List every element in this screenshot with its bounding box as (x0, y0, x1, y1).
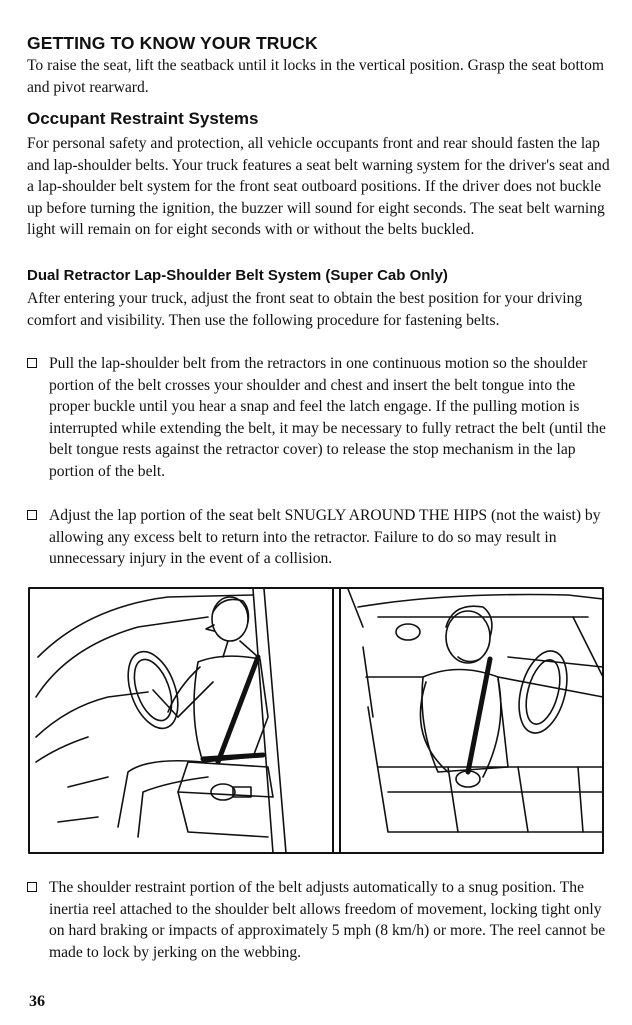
bullet-item (27, 877, 612, 987)
subsection-title: Dual Retractor Lap-Shoulder Belt System (Super Cab Only) (27, 267, 448, 284)
checkbox-square-icon (27, 882, 37, 892)
section-title: Occupant Restraint Systems (27, 109, 259, 128)
bullet-text: Pull the lap-shoulder belt from the retractors in one continuous motion so the shoulder portion of the belt crosses your shoulder and chest and insert the belt tongue into the proper buckle until you hear a snap and feel the latch engage. If the pulling motion is interrupted while extending the belt, it may be necessary to fully retract the belt (until the belt tongue rests against the retractor cover) to release the stop mechanism in the lap portion of the belt. (49, 355, 606, 480)
section-paragraph: For personal safety and protection, all vehicle occupants front and rear should fasten the lap and lap-shoulder belts. Your truck features a seat belt warning system for the driver's seat and a lap-shoulder belt system for the front seat outboard positions. If the driver does not buckle up before turning the ignition, the buzzer will sound for eight seconds. The seat belt warning light will remain on for eight seconds with or without the belts buckled. (27, 135, 610, 238)
bullet-text: Adjust the lap portion of the seat belt SNUGLY AROUND THE HIPS (not the waist) by allowing any excess belt to return into the retractor. Failure to do so may result in unnecessary injury in the event of a collision. (49, 507, 601, 567)
seatbelt-illustration (28, 587, 604, 854)
page-number: 36 (29, 993, 45, 1010)
bullet-text: The shoulder restraint portion of the belt adjusts automatically to a snug position. The inertia reel attached to the shoulder belt allows freedom of movement, locking tight only on hard braking or impacts of approximately 5 mph (8 km/h) or more. The reel cannot be made to lock by jerking on the webbing. (49, 879, 606, 961)
intro-paragraph: To raise the seat, lift the seatback until it locks in the vertical position. Grasp the seat bottom and pivot rearward. (27, 57, 605, 96)
seatbelt-illustration-drawing (28, 587, 604, 854)
checkbox-square-icon (27, 358, 37, 368)
bullet-item (27, 505, 612, 571)
bullet-item (27, 353, 612, 503)
checkbox-square-icon (27, 510, 37, 520)
page-heading: GETTING TO KNOW YOUR TRUCK (27, 33, 318, 53)
subsection-paragraph: After entering your truck, adjust the front seat to obtain the best position for your driving comfort and visibility. Then use the following procedure for fastening belts. (27, 290, 583, 329)
